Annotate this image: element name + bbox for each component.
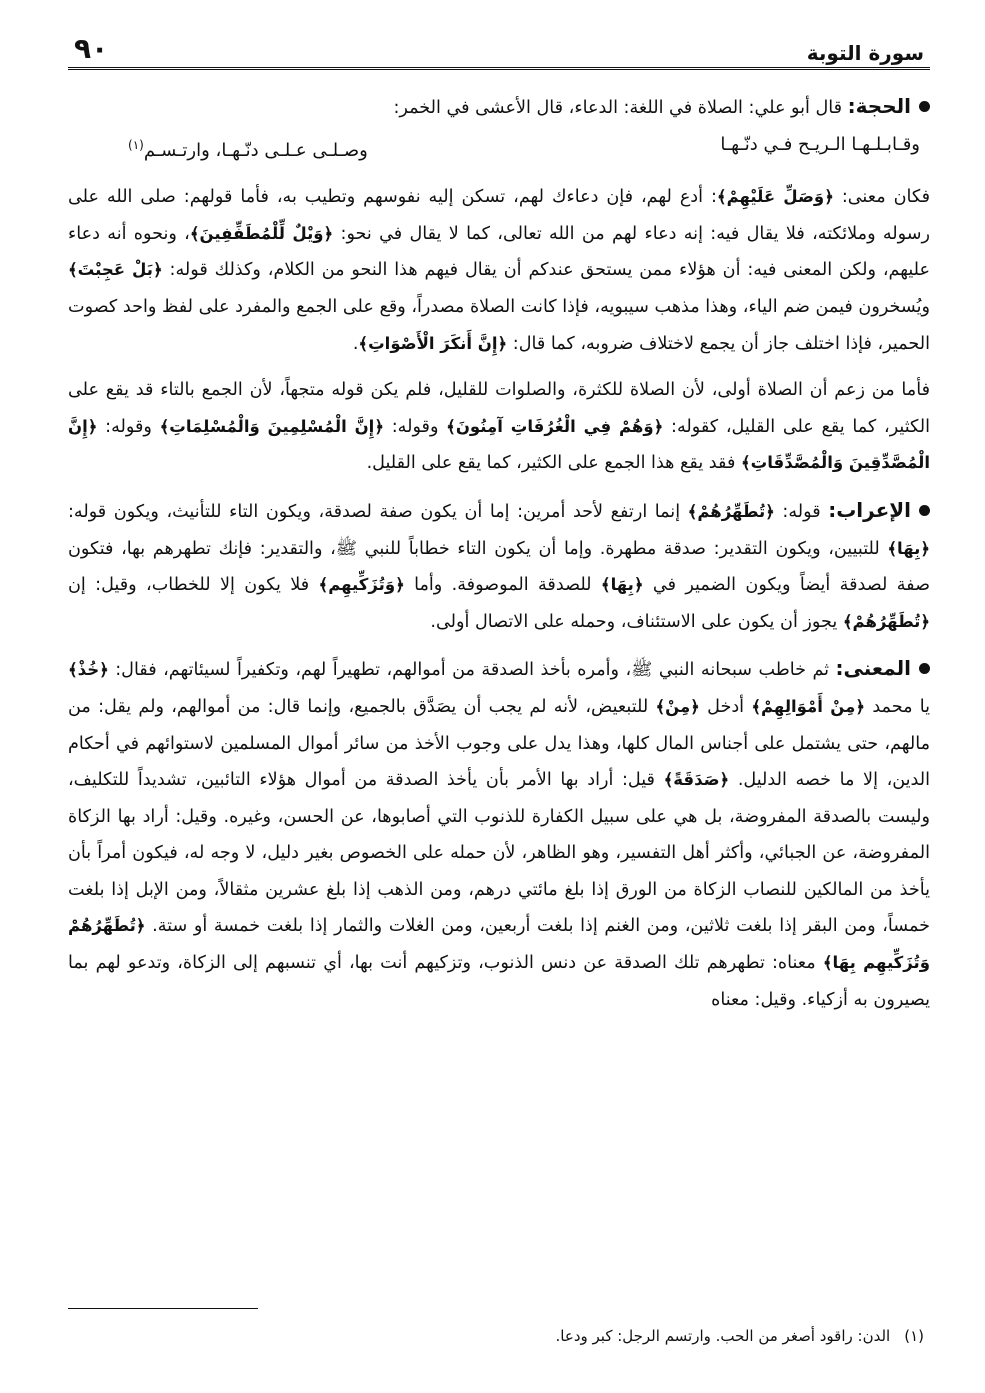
quran-verse: ﴿تُطَهِّرُهُمْ﴾ <box>687 501 775 521</box>
poem-verse <box>68 127 930 170</box>
page-header <box>68 28 930 70</box>
footnote-reference: (١) <box>128 137 144 152</box>
poem-second-half: وصـلـى عـلـى دنّـهـا، وارتـسـم$^{(١)}$ <box>128 137 368 161</box>
quran-verse: ﴿صَدَقَةً﴾ <box>663 770 730 790</box>
hujja-intro <box>68 88 930 127</box>
footnote-marker: (١) <box>904 1327 924 1345</box>
footnote-divider <box>68 1308 258 1309</box>
quran-verse: ﴿خُذْ﴾ <box>68 660 109 680</box>
quran-verse: ﴿وَتُزَكِّيهِم﴾ <box>318 575 405 595</box>
quran-verse: ﴿إِنَّ أَنكَرَ الْأَصْوَاتِ﴾ <box>358 333 508 353</box>
bullet-icon <box>919 505 930 516</box>
quran-verse: ﴿بِهَا﴾ <box>600 575 644 595</box>
hujja-paragraph-2: فأما من زعم أن الصلاة أولى، لأن الصلاة للكثرة، والصلوات للقليل، فلم يكن قوله متجهاً، لأن الجمع بالتاء قد يقع على الكثير، كما يقع على القليل، كقوله: ﴿وَهُمْ فِي الْغُرُفَاتِ آمِنُونَ﴾ وقوله: ﴿إِنَّ الْمُسْلِمِينَ وَالْمُسْلِمَاتِ﴾ وقوله: ﴿إِنَّ الْمُصَّدِّقِينَ وَالْمُصَّدِّقَاتِ﴾ فقد يقع هذا الجمع على الكثير، كما يقع على القليل. <box>68 380 930 474</box>
footnote <box>556 1325 924 1347</box>
quran-verse: ﴿بِهَا﴾ <box>887 538 930 558</box>
footnote-text: الدن: راقود أصغر من الحب. وارتسم الرجل: كبر ودعا. <box>555 1327 891 1345</box>
quran-verse: ﴿إِنَّ الْمُسْلِمِينَ وَالْمُسْلِمَاتِ﴾ <box>159 416 385 436</box>
hujja-intro-text: قال أبو علي: الصلاة في اللغة: الدعاء، قال الأعشى في الخمر: <box>393 98 843 118</box>
irab-paragraph: الإعراب: قوله: ﴿تُطَهِّرُهُمْ﴾ إنما ارتفع لأحد أمرين: إما أن يكون صفة لصدقة، ويكون التاء للتأنيث، ويكون قوله: ﴿بِهَا﴾ للتبيين، ويكون التقدير: صدقة مطهرة. وإما أن يكون التاء خطاباً للنبي ﷺ، والتقدير: فإنك تطهرهم بها، فتكون صفة لصدقة أيضاً ويكون الضمير في ﴿بِهَا﴾ للصدقة الموصوفة. وأما ﴿وَتُزَكِّيهِم﴾ فلا يكون إلا للخطاب، وقيل: إن ﴿تُطَهِّرُهُمْ﴾ يجوز أن يكون على الاستئناف، وحمله على الاتصال أولى. <box>68 497 931 632</box>
book-page <box>68 28 930 1368</box>
bullet-icon <box>919 101 930 112</box>
quran-verse: ﴿بَلْ عَجِبْتَ﴾ <box>68 260 163 280</box>
irab-heading: الإعراب: <box>828 497 912 522</box>
quran-verse: ﴿إِنَّ الْمُصَّدِّقِينَ وَالْمُصَّدِّقَاتِ﴾ <box>68 416 930 473</box>
quran-verse: ﴿مِنْ أَمْوَالِهِمْ﴾ <box>751 696 866 716</box>
quran-verse: ﴿وَيْلٌ لِّلْمُطَفِّفِينَ﴾ <box>189 223 334 243</box>
hujja-heading: الحجة: <box>847 94 911 118</box>
quran-verse: ﴿وَهُمْ فِي الْغُرُفَاتِ آمِنُونَ﴾ <box>446 416 664 436</box>
quran-verse: ﴿مِنْ﴾ <box>655 696 700 716</box>
quran-verse: ﴿وَصَلِّ عَلَيْهِمْ﴾ <box>716 187 834 207</box>
page-body <box>68 88 930 1018</box>
quran-verse: ﴿تُطَهِّرُهُمْ وَتُزَكِّيهِم بِهَا﴾ <box>68 916 930 973</box>
mana-heading: المعنى: <box>835 656 911 681</box>
page-number: ٩٠ <box>74 32 109 65</box>
quran-verse: ﴿تُطَهِّرُهُمْ﴾ <box>842 611 930 631</box>
surah-title: سورة التوبة <box>806 41 924 65</box>
bullet-icon <box>919 663 930 674</box>
mana-paragraph: المعنى: ثم خاطب سبحانه النبي ﷺ، وأمره بأخذ الصدقة من أموالهم، تطهيراً لهم، وتكفيراً لسيئاتهم، فقال: ﴿خُذْ﴾ يا محمد ﴿مِنْ أَمْوَالِهِمْ﴾ أدخل ﴿مِنْ﴾ للتبعيض، لأنه لم يجب أن يصَدَّق بالجميع، وإنما قال: من أموالهم، ولم يقل: من مالهم، حتى يشتمل على أجناس المال كلها، وهذا يدل على وجوب الأخذ من سائر أموال المسلمين لاستوائهم في أحكام الدين، إلا ما خصه الدليل. ﴿صَدَقَةً﴾ قيل: أراد بها الأمر بأن يأخذ الصدقة من أموال هؤلاء التائبين، تشديداً للتكليف، وليست بالصدقة المفروضة، بل هي على سبيل الكفارة للذنوب التي أصابوها، عن الحسن، وغيره. وقيل: أراد بها الزكاة المفروضة، عن الجبائي، وأكثر أهل التفسير، وهو الظاهر، لأن حمله على الخصوص بغير دليل، لا وجه له، فيكون أمراً بأن يأخذ من المالكين للنصاب الزكاة من الورق إذا بلغ مائتي درهم، ومن الذهب إذا بلغ عشرين مثقالاً، ومن الإبل إذا بلغت خمساً، ومن البقر إذا بلغت ثلاثين، ومن الغنم إذا بلغت أربعين، ومن الغلات والثمار إذا بلغت خمسة أو ستة. ﴿تُطَهِّرُهُمْ وَتُزَكِّيهِم بِهَا﴾ معناه: تطهرهم تلك الصدقة عن دنس الذنوب، وتزكيهم أنت بها، أي تنسبهم إلى الزكاة، وتدعو لهم بما يصيرون به أزكياء. وقيل: معناه <box>68 656 931 1010</box>
hujja-paragraph-1: فكان معنى: ﴿وَصَلِّ عَلَيْهِمْ﴾: أدع لهم، فإن دعاءك لهم، تسكن إليه نفوسهم وتطيب به، فأما قولهم: صلى الله على رسوله وملائكته، فلا يقال فيه: إنه دعاء لهم من الله تعالى، كما لا يقال في نحو: ﴿وَيْلٌ لِّلْمُطَفِّفِينَ﴾، ونحوه أنه دعاء عليهم، ولكن المعنى فيه: أن هؤلاء ممن يستحق عندكم أن يقال فيهم هذا النحو من الكلام، وكذلك قوله: ﴿بَلْ عَجِبْتَ﴾ ويُسخرون فيمن ضم الياء، وهذا مذهب سيبويه، فإذا كانت الصلاة مصدراً، وقع على الجمع والمفرد على لفظ واحد كصوت الحمير، فإذا اختلف جاز أن يجمع لاختلاف ضروبه، كما قال: ﴿إِنَّ أَنكَرَ الْأَصْوَاتِ﴾. <box>68 187 930 354</box>
poem-first-half: وقـابـلـهـا الـريـح فـي دنّـهـا <box>720 133 920 155</box>
